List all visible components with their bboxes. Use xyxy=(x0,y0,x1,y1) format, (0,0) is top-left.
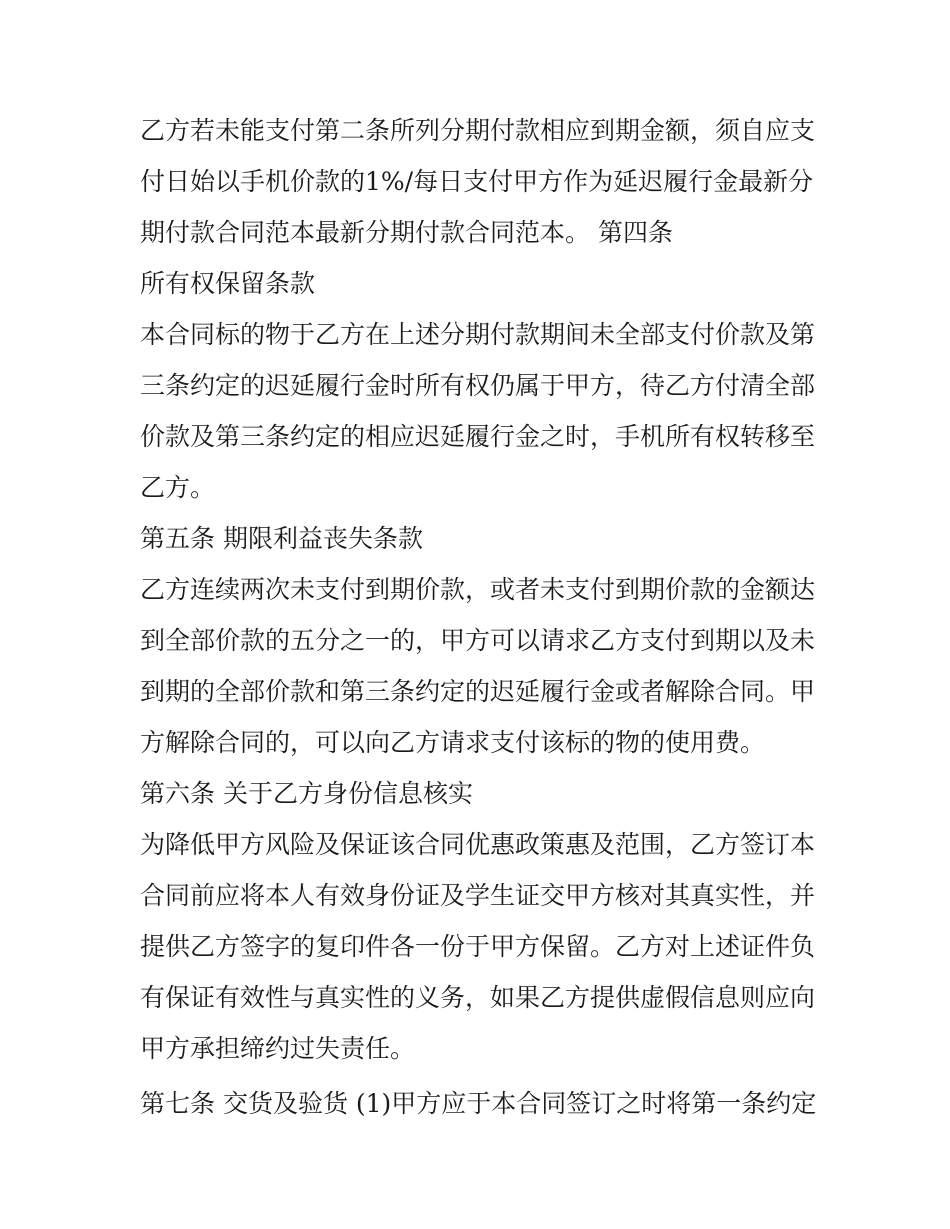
text-line: 到期的全部价款和第三条约定的迟延履行金或者解除合同。甲 xyxy=(140,677,816,706)
text-line: 三条约定的迟延履行金时所有权仍属于甲方，待乙方付清全部 xyxy=(140,371,816,400)
text-line: 本合同标的物于乙方在上述分期付款期间未全部支付价款及第 xyxy=(140,320,816,349)
text-line: 乙方。 xyxy=(140,473,216,502)
text-line: 方解除合同的，可以向乙方请求支付该标的物的使用费。 xyxy=(140,728,766,757)
section-heading: 第七条 交货及验货 (1)甲方应于本合同签订之时将第一条约定 xyxy=(140,1089,817,1118)
text-line: 乙方若未能支付第二条所列分期付款相应到期金额，须自应支 xyxy=(140,116,816,145)
text-line: 有保证有效性与真实性的义务，如果乙方提供虚假信息则应向 xyxy=(140,983,816,1012)
text-line: 甲方承担缔约过失责任。 xyxy=(140,1034,416,1063)
text-line: 提供乙方签字的复印件各一份于甲方保留。乙方对上述证件负 xyxy=(140,932,816,961)
text-line: 为降低甲方风险及保证该合同优惠政策惠及范围，乙方签订本 xyxy=(140,830,816,859)
text-line: 乙方连续两次未支付到期价款，或者未支付到期价款的金额达 xyxy=(140,575,816,604)
text-line: 到全部价款的五分之一的，甲方可以请求乙方支付到期以及未 xyxy=(140,626,816,655)
section-heading: 第六条 关于乙方身份信息核实 xyxy=(140,779,473,808)
text-line: 价款及第三条约定的相应迟延履行金之时，手机所有权转移至 xyxy=(140,422,816,451)
section-heading: 所有权保留条款 xyxy=(140,269,316,298)
text-line: 付日始以手机价款的1%/每日支付甲方作为延迟履行金最新分 xyxy=(140,167,814,196)
text-line: 合同前应将本人有效身份证及学生证交甲方核对其真实性，并 xyxy=(140,881,816,910)
section-heading: 第五条 期限利益丧失条款 xyxy=(140,524,423,553)
document-body xyxy=(140,105,820,1129)
text-line: 期付款合同范本最新分期付款合同范本。 第四条 xyxy=(140,218,673,247)
